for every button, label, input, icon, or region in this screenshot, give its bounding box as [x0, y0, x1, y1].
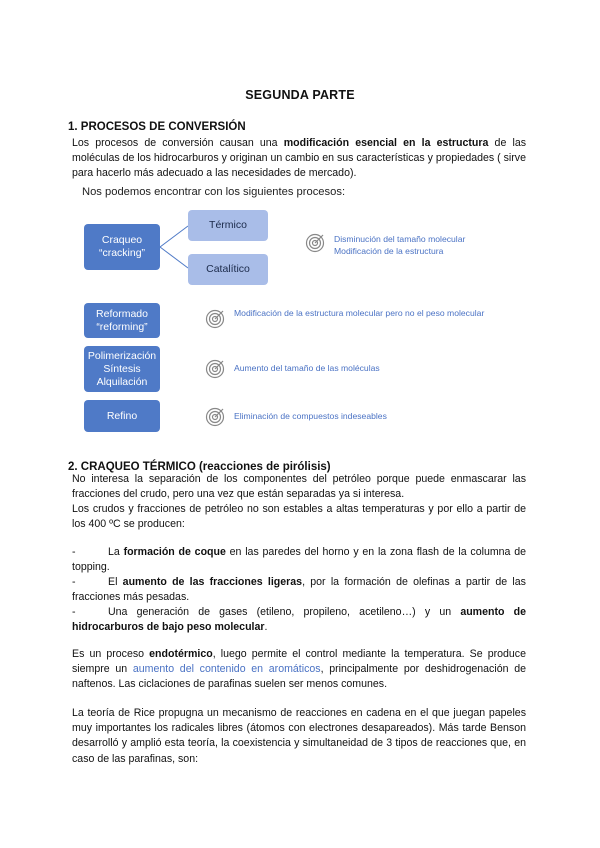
- reformado-effect: Modificación de la estructura molecular pero no el peso molecular: [234, 308, 485, 318]
- section-heading-craqueo: 2. CRAQUEO TÉRMICO (reacciones de pirólisis): [68, 461, 331, 473]
- bullet-item: - El aumento de las fracciones ligeras, por la formación de olefinas a partir de las fracciones más pesadas.: [72, 576, 526, 604]
- cracking-effects: Disminución del tamaño molecular Modificación de la estructura: [334, 234, 466, 256]
- polimerizacion-box: Polimerización Síntesis Alquilación: [84, 346, 160, 392]
- catalitico-box: Catalítico: [188, 254, 268, 285]
- highlight-link-text: aumento del contenido en aromáticos: [132, 663, 321, 676]
- cracking-box: Craqueo “cracking”: [84, 224, 160, 270]
- polimerizacion-effect: Aumento del tamaño de las moléculas: [234, 363, 380, 373]
- diagram-intro: Nos podemos encontrar con los siguientes procesos:: [82, 186, 346, 198]
- termico-box: Térmico: [188, 210, 268, 241]
- bullet-item: - La formación de coque en las paredes del horno y en la zona flash de la columna de topping.: [72, 546, 527, 574]
- target-icon: [305, 233, 325, 253]
- refino-effect: Eliminación de compuestos indeseables: [234, 411, 387, 421]
- section-heading-conversion: 1. PROCESOS DE CONVERSIÓN: [68, 121, 246, 133]
- bullet-item: - Una generación de gases (etileno, propileno, acetileno…) y un aumento de hidrocarburos de bajo peso molecular.: [72, 606, 526, 634]
- rice-theory-paragraph: La teoría de Rice propugna un mecanismo de reacciones en cadena en el que juegan papeles muy importantes los radicales libres (átomos con electrones desapareados). Más tarde Benson desarrolló y amplió esta teoría, la coexistencia y simultaneidad de 3 tipos de reacciones que, en caso de las parafinas, son:: [72, 707, 526, 765]
- reformado-box: Reformado “reforming”: [84, 303, 160, 338]
- target-icon: [205, 359, 225, 379]
- target-icon: [205, 309, 225, 329]
- page-title: SEGUNDA PARTE: [245, 88, 355, 102]
- bold-phrase: modificación esencial en la estructura: [283, 137, 489, 149]
- craqueo-paragraph-1: No interesa la separación de los componentes del petróleo porque puede enmascarar las fracciones del crudo, pero una vez que están separadas ya si interesa.: [72, 473, 526, 501]
- conversion-paragraph: Los procesos de conversión causan una modificación esencial en la estructura de las moléculas de los hidrocarburos y originan un cambio en sus características y propiedades ( sirve para hacerlo más adecuado a las necesidades de mercado).: [72, 137, 527, 180]
- refino-box: Refino: [84, 400, 160, 432]
- craqueo-paragraph-2: Los crudos y fracciones de petróleo no son estables a altas temperaturas y por ello a partir de los 400 ºC se producen:: [72, 503, 526, 531]
- target-icon: [205, 407, 225, 427]
- endotermico-paragraph: Es un proceso endotérmico, luego permite el control mediante la temperatura. Se produce siempre un aumento del contenido en aromáticos, principalmente por deshidrogenación de naftenos. Las ciclaciones de parafinas suelen ser menos comunes.: [72, 648, 526, 691]
